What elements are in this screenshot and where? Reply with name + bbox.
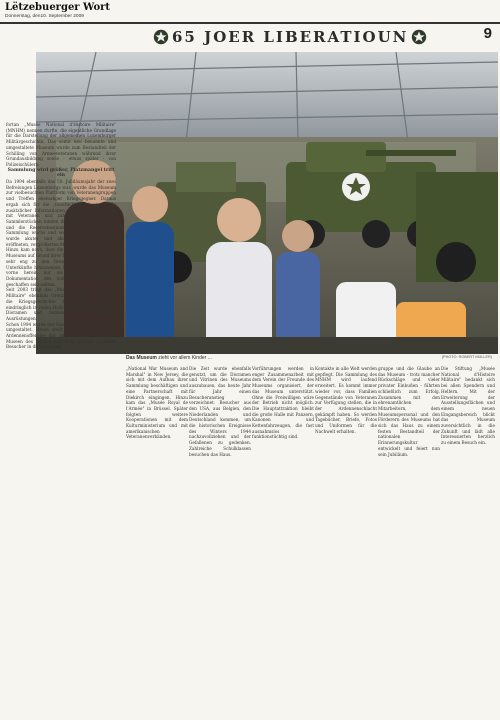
page-number: 9 [483,25,492,42]
subheadline: Sammlung wird größer, Platzmangel tritt ein [7,167,115,179]
body-paragraph: Da 1994 ebenfalls das 50. Jubiläumsjahr der zwei Befreiungen Luxemburgs war, wurde das Museum zur vielbesuchten Plattform von Veteranengruppen und Treffen ehemaliger Kriegsgegner. Daraus ergab sich für die „Geschichtsfreie" eine Fülle zusätzlicher Informationen. Unzählige Interviews mit Veteranen und zahlreiche Abgaben von Sammlerstücken fanden ihren Weg in die Archive und die Reservebestände des Museums. Die Sammlung wuchs und wuchs - der Platzmangel wurde akuter und akuter, trotz der 1997 eröffneten, vergrößerten Militärfahrzeughalle. [6,179,116,247]
article-column-1 [126,366,188,440]
column-text: Vorführungen werden in enger Zusammenarbeit mit dem Verein der Freunde des Museums organisiert, der das Museum unterstützt. Ohne die Freiwilligen wäre der Betrieb nicht möglich. Die Hauptattraktion bleibt die große Halle mit Panzern, Kanonen und Kettenfahrzeugen, die fast ausnahmslos funktionstüchtig sind. [252,366,314,440]
column-text: gruppe und die Glaube an das Museum - trotz mancher Rückschläge und vieler privater Einbußen - führten schließlich zum Erfolg. Zusammen mit den ehrenamtlichen Mitarbeitern, dem Museumspersonal und den Förderern des Museums hat sich das Haus zu einem festen Bestandteil der nationalen Erinnerungskultur entwickelt und feiert nun sein Jubiläum. [378,366,440,457]
article-column-3 [252,366,314,440]
column-text: Kontakte in alle Welt werden gepflegt. Die Sammlung des MNHM wird laufend erweitert. Es kommt immer wieder vor, dass Familien Gegenstände von Veteranen zur Verfügung stellen, die in der Ardennenschlacht gekämpft haben. So werden Tagebücher, Briefe, Fotos und Uniformen für die Nachwelt erhalten. [315,366,377,434]
star-icon [411,29,427,45]
article-column-2 [189,366,251,457]
header-rule [0,22,500,24]
caption-lead: Das Museum [126,355,157,361]
banner-title: 65 JOER LIBERATIOUN [172,28,409,46]
article-column-6 [441,366,495,446]
dateline: Donnerstag, den10. September 2009 [5,14,84,19]
body-paragraph: Seit 2003 trägt das „Musée National d'Histoire Militaire" ebenfalls Grenzübergreifend und zeigt die Kriegsgeschichte der Jahre 1944-1945 eindringlich in vielen Hallen mit Militärfahrzeugen, Dioramen und Soldaten in authentischen Ausrüstungen. [6,287,116,321]
body-paragraph: Hinzu kam noch, dass die Ausstellungsstücke des Museums auf Grund ihrer Bedeutung, das Gebäude sehr eng zu den Grenzen der zugänglichen Unterkünfte hinzuweisen hatte, des im Jahre von vorne herein nur als Leerfläche für die Dokumentation des kulturellen Gedächtnisses geschaffen sein sollten. [6,247,116,287]
photo-caption [126,355,496,363]
masthead: Lëtzebuerger Wort [5,2,111,13]
article-column-5 [378,366,440,457]
article-column-4 [315,366,377,434]
anniversary-banner [150,26,480,48]
column-text: „National War Museum and Marshal" in New Jersey, die sich mit dem Aufbau ihrer Sammlung beschäftigen und eine Partnerschaft mit Diekirch eingingen. Hinzu kam das „Musée Royal de l'Armée" in Brüssel. Später folgten weitere Kooperationen mit dem Kulturministerium und mit amerikanischen Veteranenverbänden. [126,366,188,440]
column-text: Die Stiftung „Musée National d'Histoire Militaire" bedankt sich bei allen Spendern und Helfern. Mit der Erweiterung der Ausstellungsflächen und einem neuen Eingangsbereich blickt das Museum zuversichtlich in die Zukunft und lädt alle Interessierten herzlich zu einem Besuch ein. [441,366,495,446]
body-paragraph: Schon 1994 wurde der Name des Museums offiziell umgestaltet. Heute stellt es die Ereignisse der Ardennenoffensive dar, ist eines der wichtigsten Museen des Landes und lockt jährlich tausende Besucher in die Nordstad. [6,321,116,350]
star-icon [153,29,169,45]
intro-column [6,122,116,350]
page-header [0,0,500,52]
intro-paragraph: fortan „Musée National d'Histoire Militaire" (MNHM) nennen durfte, die eigentliche Grundlage für die Darstellung der allgemeinen Luxemburger Militärgeschichte. Das somit neu benannte und umgestaltete Museum wurde zum Bestandteil der Schilling von Armeeveteranen während ihrer Grundausbildung sowie - etwas später - von Polizeischülern. [6,122,116,167]
photo-credit: (PHOTO: ROBERT MÜLLER) [441,355,492,359]
column-text: Die Zeit wurde ebenfalls genutzt, um die Dioramen und Vitrinen des Museums auszubauen, das heute Jahr für Jahr einen Besucheranstieg verzeichnet. Besucher aus den USA, aus Belgien, den Niederlanden und Deutschland kommen, um die historischen Ereignisse des Winters 1944 nachzuvollziehen und der Gefallenen zu gedenken. Zahlreiche Schulklassen besuchen das Haus. [189,366,251,457]
caption-text: zieht vor allem Kinder ... [156,355,212,361]
